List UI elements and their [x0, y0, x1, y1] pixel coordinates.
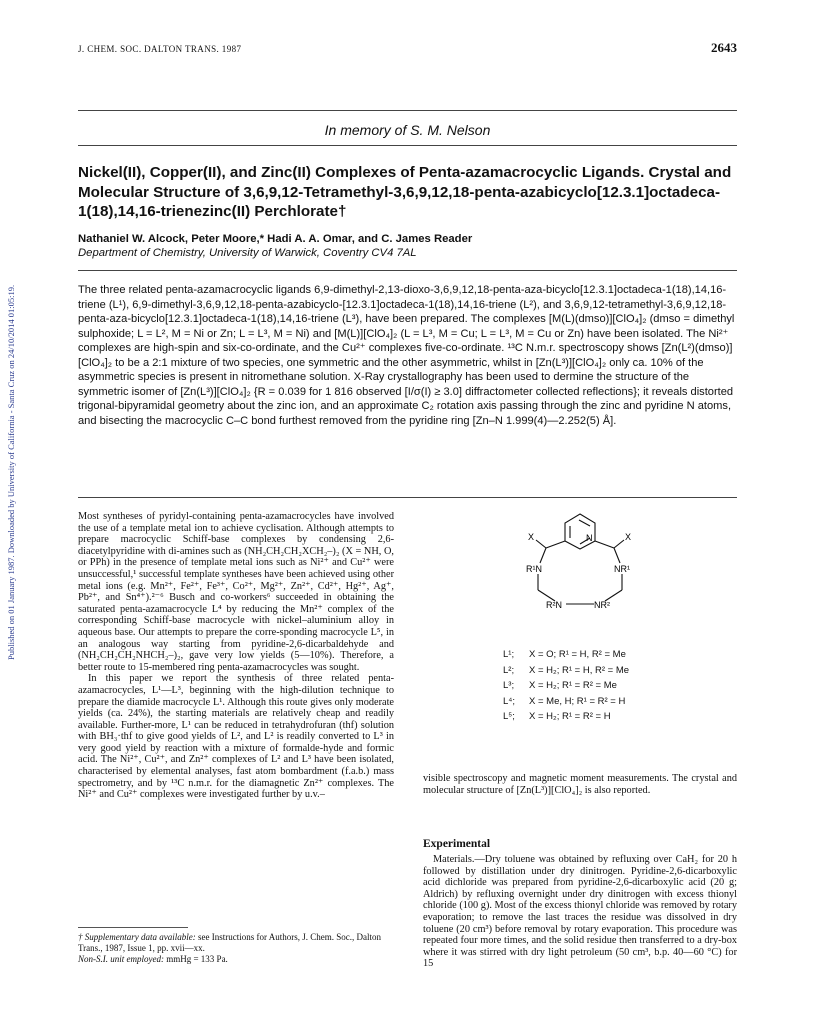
legend-label: L³; [503, 680, 515, 692]
memorial-dedication: In memory of S. M. Nelson [324, 122, 491, 138]
paragraph: In this paper we report the synthesis of three related penta-azamacrocycles, L¹—L³, beginning with the high-dilution technique to prepare the diamide macrocycle L¹. Although this route gives only moderate yields (ca. 24%), the starting materials are relatively cheap and readily available. Further-more, L¹ can be reduced in tetrahydrofuran (thf) solution with BH₃·thf to give good yields of L², and L² is readily converted to L³ in very good yield by reaction with a mixture of formalde-hyde and formic acid. The Ni²⁺, Cu²⁺, and Zn²⁺ complexes of L² and L³ have been isolated, characterised by elemental analyses, fast atom bombardment (f.a.b.) mass spectrometry, and by ¹³C n.m.r. for the diamagnetic Zn²⁺ complexes. The Ni²⁺ and Cu²⁺ complexes were investigated further by u.v.– [78, 673, 394, 801]
macrocycle-structure-diagram [500, 508, 660, 628]
body-right-column: visible spectroscopy and magnetic moment measurements. The crystal and molecular structure of [Zn(L³)][ClO₄]₂ is also reported. [423, 773, 737, 796]
label-nr1-right: NR¹ [614, 564, 630, 574]
running-head: J. CHEM. SOC. DALTON TRANS. 1987 [78, 44, 242, 54]
structure-bonds [536, 514, 624, 604]
ligand-legend [503, 647, 629, 725]
footnotes [78, 927, 394, 966]
label-pyridine-n: N [586, 533, 593, 543]
experimental-heading: Experimental [423, 838, 491, 850]
legend-text: X = H₂; R¹ = R² = Me [529, 680, 617, 692]
label-nr2: NR² [594, 600, 610, 610]
legend-text: X = H₂; R¹ = R² = H [529, 711, 611, 723]
footnote-rule [78, 927, 188, 928]
body-left-column [78, 511, 394, 801]
experimental-paragraph: Materials.—Dry toluene was obtained by refluxing over CaH₂ for 20 h followed by distillation under dry dinitrogen. Pyridine-2,6-dicarboxylic acid dichloride was prepared from pyridine-2,6-dicarboxylic acid (20 g; Aldrich) by refluxing overnight under dry dinitrogen with excess thionyl chloride (100 g). Most of the excess thionyl chloride was removed by rotary evaporation; to remove the last traces the residue was dissolved in dry toluene (20 cm³) before removal by rotary evaporation. This procedure was repeated four more times, and the solid residue then transferred to a dry-box where it was stirred with dry light petroleum (50 cm³, b.p. 40—60 °C) for 15 [423, 854, 737, 970]
legend-row [503, 709, 629, 725]
abstract-bottom-rule [78, 497, 737, 498]
page-number: 2643 [711, 40, 737, 55]
footnote-text: mmHg = 133 Pa. [163, 954, 228, 965]
download-watermark: Published on 01 January 1987. Downloaded by University of California - Santa Cruz on 24/10/2014 01:05:19. [6, 284, 16, 660]
footnote-supplementary [78, 932, 394, 954]
legend-row [503, 694, 629, 710]
article-title: Nickel(II), Copper(II), and Zinc(II) Complexes of Penta-azamacrocyclic Ligands. Crystal and Molecular Structure of 3,6,9,12-Tetramethyl-3,6,9,12,18-penta-azabicyclo[12.3.1]octadeca-1(18),14,16-trienezinc(II) Perchlorate† [78, 164, 732, 220]
legend-text: X = Me, H; R¹ = R² = H [529, 695, 626, 707]
footnote-text: see Instructions for Authors, J. Chem. Soc., Dalton Trans., 1987, Issue 1, pp. xvii—xx. [78, 932, 381, 954]
top-rule [78, 110, 737, 111]
label-x-left: X [528, 532, 535, 542]
abstract-top-rule [78, 270, 737, 271]
label-x-right: X [625, 532, 632, 542]
legend-label: L¹; [503, 649, 515, 660]
legend-text: X = H₂; R¹ = H, R² = Me [529, 664, 630, 676]
label-r1n-left: R¹N [526, 564, 542, 574]
legend-label: L⁴; [503, 695, 516, 707]
paragraph: Most syntheses of pyridyl-containing penta-azamacrocycles have involved the use of a template metal ion to achieve cyclisation. Although attempts to prepare macrocyclic Schiff-base complexes by condensing 2,6-diacetylpyridine with di-amines such as (NH₂CH₂CH₂XCH₂–)₂ (X = NH, O, or PPh) in the presence of template metal ions such as Ni²⁺ and Cu²⁺ were unsuccessful,¹ successful template syntheses have been achieved using other metal ions (e.g. Mn²⁺, Fe²⁺, Fe³⁺, Co²⁺, Mg²⁺, Zn²⁺, Cd²⁺, Hg²⁺, Ag⁺, Pb²⁺, and Sn⁴⁺).²⁻⁶ Busch and co-workers⁶ succeeded in obtaining the saturated penta-azamacrocycle L⁴ by reducing the Mn²⁺ complex of the corresponding Schiff-base macrocycle with nickel–aluminium alloy in aqueous base. Our attempts to prepare the corre-sponding macrocycle L⁵, in an analogous way starting from pyridine-2,6-dicarbaldehyde and (NH₂CH₂CH₂NHCH₂–)₂, gave very low yields (5—10%). Therefore, a better route to 15-membered ring penta-azamacrocycles was sought. [78, 511, 394, 673]
legend-row [503, 663, 629, 679]
legend-label: L⁵; [503, 711, 515, 723]
legend-row [503, 647, 629, 663]
footnote-label: Non-S.I. unit employed: [78, 954, 164, 965]
label-r2n: R²N [546, 600, 562, 610]
abstract: The three related penta-azamacrocyclic ligands 6,9-dimethyl-2,13-dioxo-3,6,9,12,18-penta-aza-bicyclo[12.3.1]octadeca-1(18),14,16-triene (L¹), 6,9-dimethyl-3,6,9,12,18-penta-azabicyclo-[12.3.1]octadeca-1(18),14,16-triene (L²), and 3,6,9,12-tetramethyl-3,6,9,12,18-penta-aza-bicyclo[12.3.1]octadeca-1(18),14,16-triene (L³), have been prepared. The complexes [M(L)(dmso)][ClO₄]₂ (dmso = dimethyl sulphoxide; L = L², M = Ni or Zn; L = L³, M = Ni) and [M(L)][ClO₄]₂ (L = L³, M = Cu; L = L³, M = Cu or Zn) have been isolated. The Ni²⁺ complexes are high-spin and six-co-ordinate, and the Cu²⁺ complexes five-co-ordinate. ¹³C N.m.r. spectroscopy shows [Zn(L²)(dmso)][ClO₄]₂ to be a 2:1 mixture of two species, one symmetric and the other asymmetric, whilst in [Zn(L³)][ClO₄]₂ only ca. 10% of the asymmetric species is present in nitromethane solution. X-Ray crystallography has been used to dermine the structure of the symmetric isomer of [Zn(L³)][ClO₄]₂ {R = 0.039 for 1 816 observed [I/σ(I) ≥ 3.0] diffractometer collected reflections}; it reveals distorted trigonal-bipyramidal geometry about the zinc ion, and an approximate C₂ rotation axis passing through the zinc and pyridine N atoms, and bisecting the macrocyclic C–C bond furthest removed from the pyridine ring [Zn–N 1.999(4)—2.252(5) Å]. [78, 284, 735, 427]
legend-row [503, 678, 629, 694]
author-list: Nathaniel W. Alcock, Peter Moore,* Hadi A. A. Omar, and C. James Reader [78, 233, 473, 245]
footnote-units [78, 954, 394, 965]
affiliation: Department of Chemistry, University of Warwick, Coventry CV4 7AL [78, 247, 417, 259]
footnote-label: † Supplementary data available: [78, 932, 196, 942]
legend-label: L²; [503, 664, 515, 676]
legend-text: X = O; R¹ = H, R² = Me [529, 649, 626, 660]
dedication-rule [78, 145, 737, 146]
